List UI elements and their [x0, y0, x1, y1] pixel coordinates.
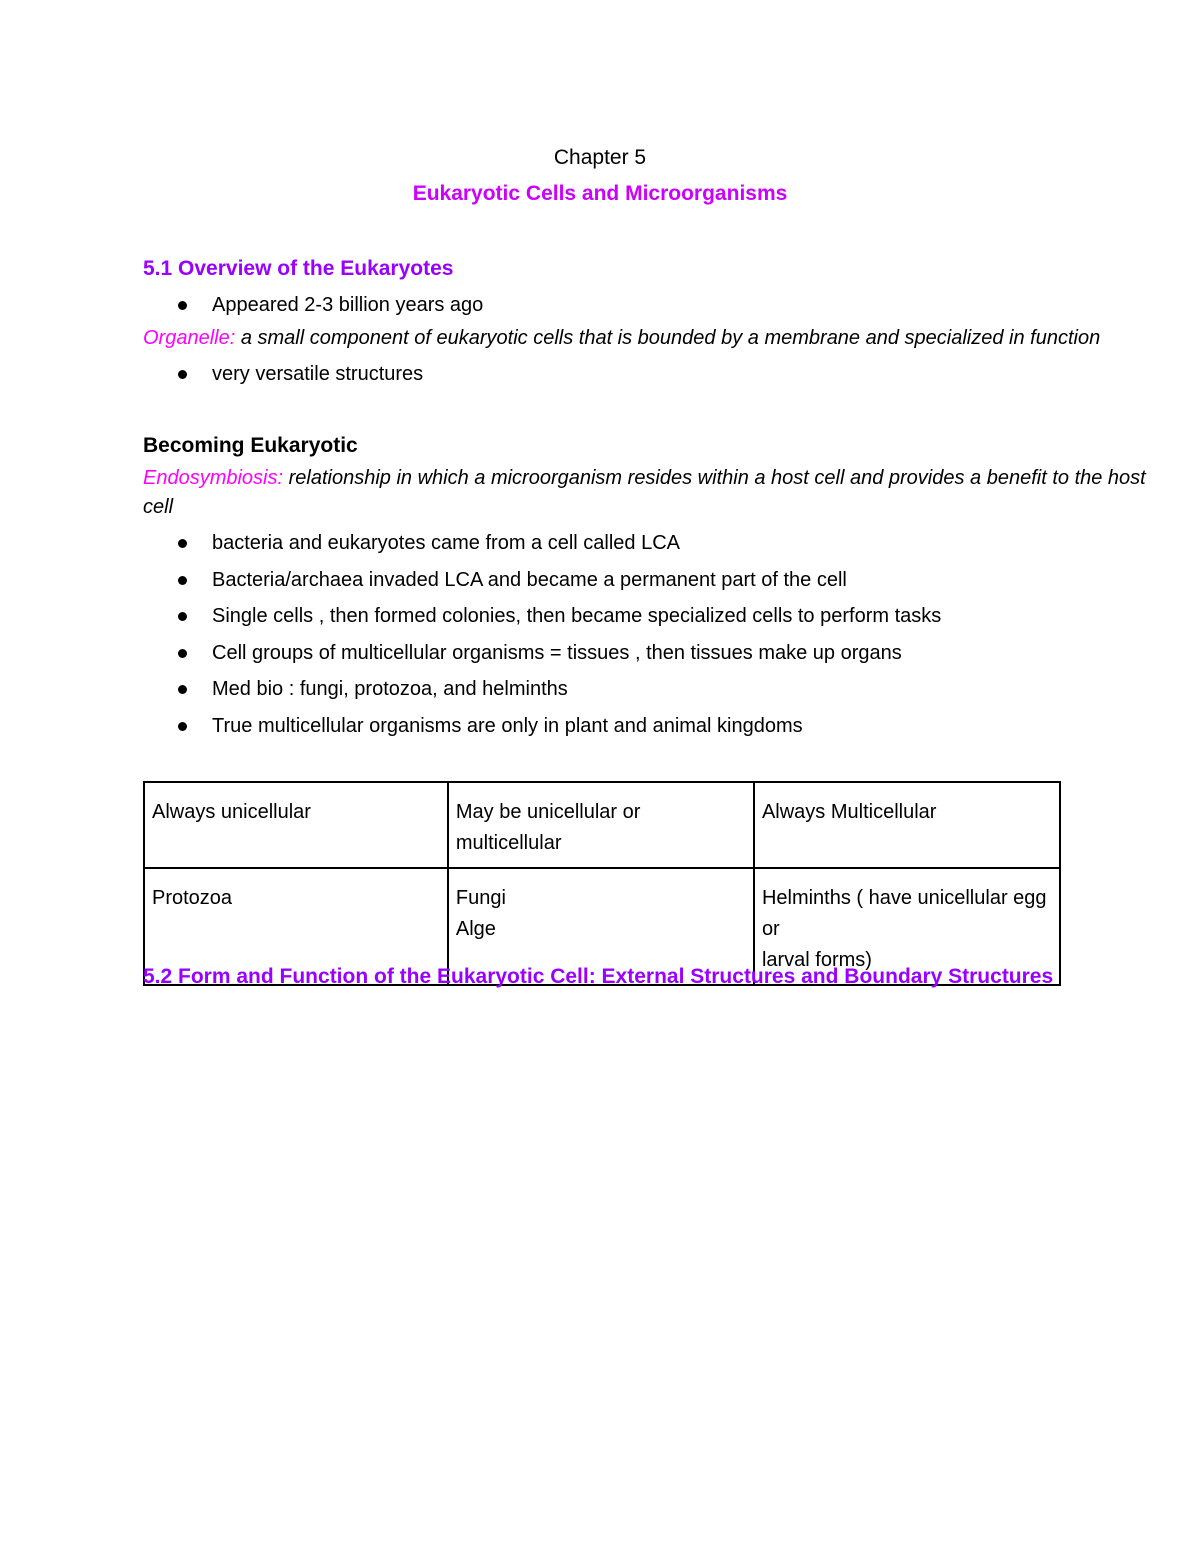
table-header-cell: Always unicellular	[144, 782, 448, 868]
table-header-cell: Always Multicellular	[754, 782, 1060, 868]
section-heading-5-2: 5.2 Form and Function of the Eukaryotic Cell: External Structures and Boundary Structures	[143, 965, 1054, 988]
cell-text: Protozoa	[152, 887, 233, 909]
cell-text: Helminths ( have unicellular egg or	[761, 887, 1047, 940]
organism-classification-table	[143, 781, 1061, 986]
list-item-text: Med bio : fungi, protozoa, and helminths	[212, 678, 568, 700]
bullet-icon	[178, 301, 187, 310]
list-item	[178, 532, 680, 555]
list-item-text: Single cells , then formed colonies, then became specialized cells to perform tasks	[212, 605, 942, 627]
definition-text: a small component of eukaryotic cells that is bounded by a membrane and specialized in function	[235, 327, 1101, 349]
document-title: Eukaryotic Cells and Microorganisms	[412, 182, 788, 205]
bullet-icon	[178, 649, 187, 658]
list-item	[178, 642, 902, 665]
cell-text: Fungi	[455, 887, 506, 909]
bullet-icon	[178, 370, 187, 379]
bullet-icon	[178, 722, 187, 731]
endosymbiosis-definition	[143, 467, 1146, 490]
list-item	[178, 715, 803, 738]
list-item-text: Bacteria/archaea invaded LCA and became a permanent part of the cell	[212, 569, 847, 591]
bullet-icon	[178, 576, 187, 585]
table-header-cell: May be unicellular or multicellular	[448, 782, 754, 868]
list-item-text: bacteria and eukaryotes came from a cell called LCA	[212, 532, 681, 554]
subheading-becoming-eukaryotic: Becoming Eukaryotic	[143, 434, 358, 457]
table-header-row	[144, 782, 1060, 868]
list-item-text: Appeared 2-3 billion years ago	[212, 294, 484, 316]
organelle-definition	[143, 327, 1100, 350]
bullet-icon	[178, 612, 187, 621]
list-item	[178, 294, 483, 317]
bullet-icon	[178, 685, 187, 694]
bullet-icon	[178, 539, 187, 548]
list-item	[178, 605, 941, 628]
definition-text: relationship in which a microorganism resides within a host cell and provides a benefit to the host	[283, 467, 1146, 489]
cell-text: larval forms)	[761, 949, 872, 971]
list-item-text: Cell groups of multicellular organisms = tissues , then tissues make up organs	[212, 642, 902, 664]
definition-term: Endosymbiosis:	[143, 467, 284, 489]
cell-text: Alge	[455, 918, 496, 940]
list-item-text: very versatile structures	[212, 363, 424, 385]
definition-term: Organelle:	[143, 327, 236, 349]
list-item-text: True multicellular organisms are only in plant and animal kingdoms	[212, 715, 803, 737]
list-item	[178, 678, 568, 701]
list-item	[178, 569, 847, 592]
section-heading-5-1: 5.1 Overview of the Eukaryotes	[143, 257, 454, 280]
list-item	[178, 363, 423, 386]
chapter-label: Chapter 5	[553, 146, 647, 169]
endosymbiosis-definition-continued: cell	[143, 496, 174, 518]
